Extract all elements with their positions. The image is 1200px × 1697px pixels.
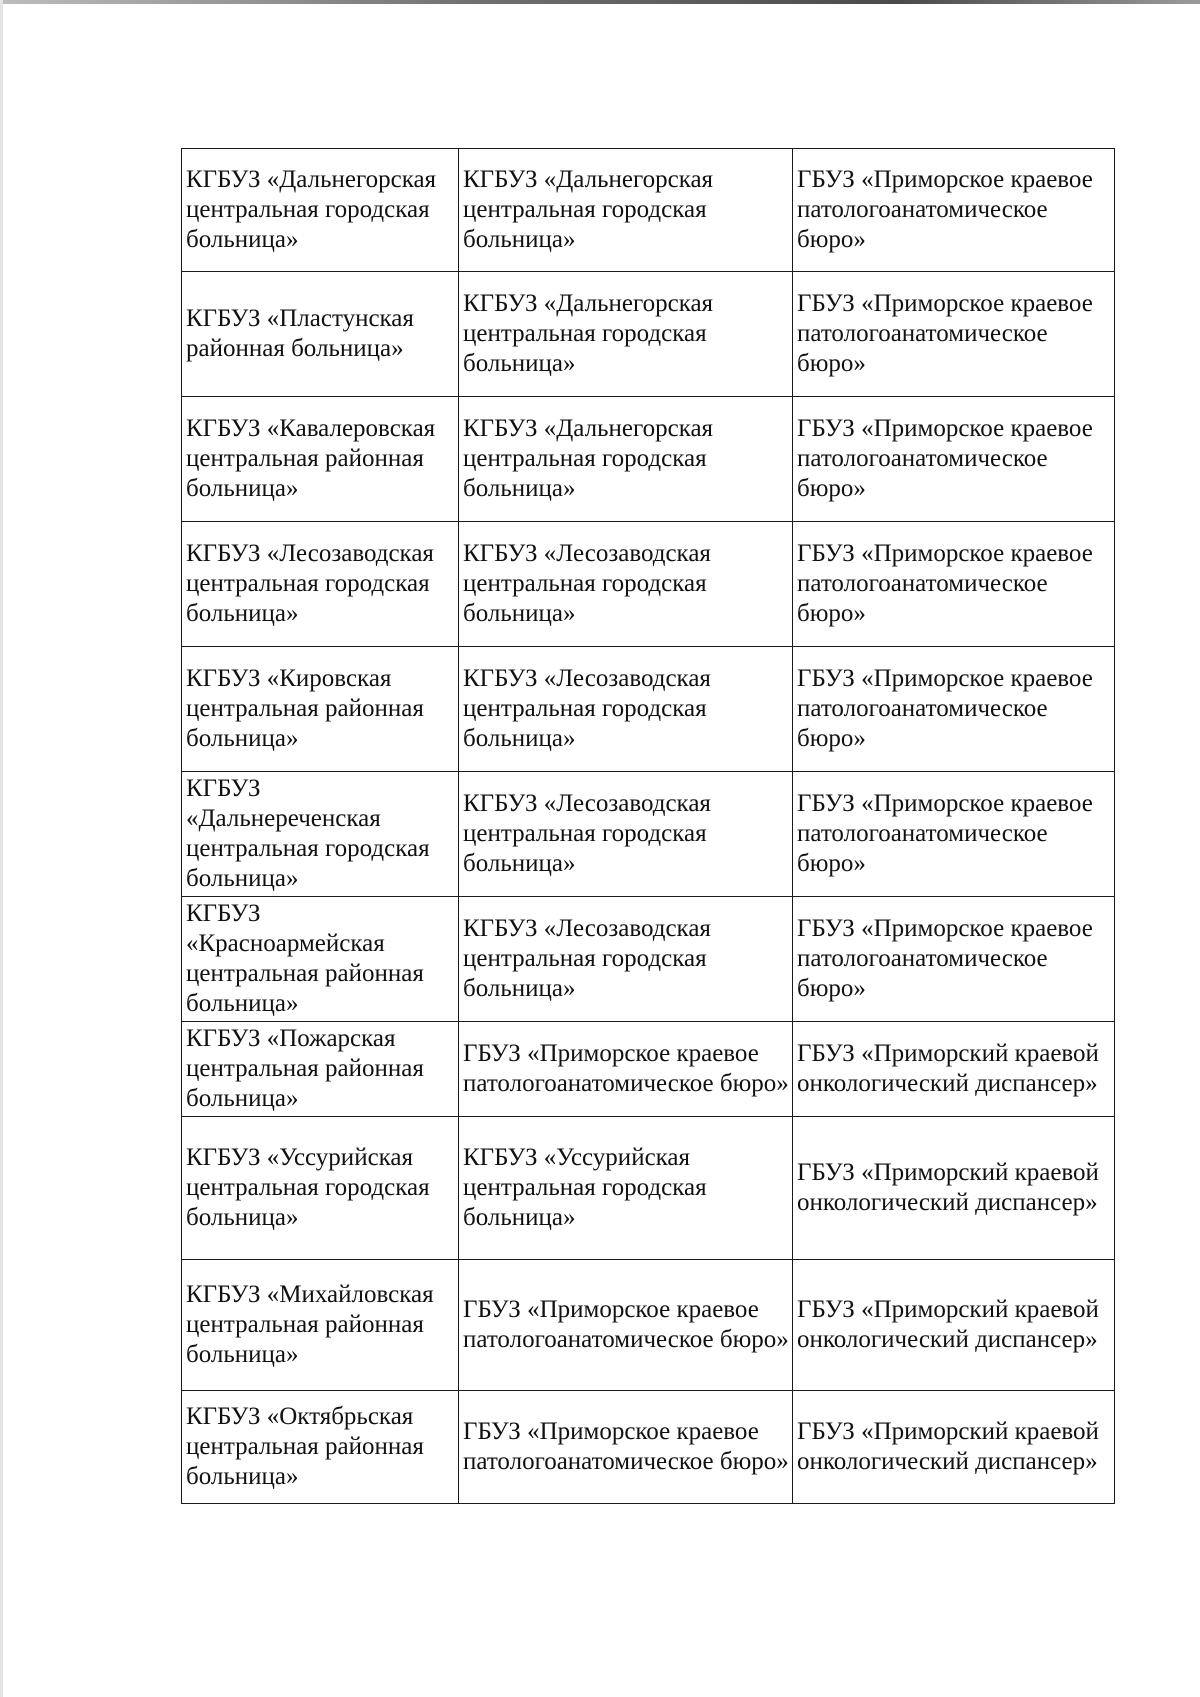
table-cell-first-level: ГБУЗ «Приморское краевое патологоанатомическое бюро» bbox=[459, 1391, 793, 1504]
table-cell-second-level: ГБУЗ «Приморский краевой онкологический диспансер» bbox=[793, 1117, 1115, 1260]
table-cell-second-level: ГБУЗ «Приморское краевое патологоанатомическое бюро» bbox=[793, 772, 1115, 897]
table-cell-first-level: КГБУЗ «Лесозаводская центральная городская больница» bbox=[459, 647, 793, 772]
table-row bbox=[182, 897, 1115, 1022]
table-cell-second-level: ГБУЗ «Приморское краевое патологоанатомическое бюро» bbox=[793, 522, 1115, 647]
table-row bbox=[182, 272, 1115, 397]
table-cell-second-level: ГБУЗ «Приморское краевое патологоанатомическое бюро» bbox=[793, 272, 1115, 397]
table-cell-second-level: ГБУЗ «Приморский краевой онкологический диспансер» bbox=[793, 1260, 1115, 1391]
table-cell-first-level: КГБУЗ «Дальнегорская центральная городская больница» bbox=[459, 272, 793, 397]
table-cell-second-level: ГБУЗ «Приморское краевое патологоанатомическое бюро» bbox=[793, 149, 1115, 272]
table-cell-second-level: ГБУЗ «Приморский краевой онкологический диспансер» bbox=[793, 1022, 1115, 1117]
table-cell-first-level: КГБУЗ «Дальнегорская центральная городская больница» bbox=[459, 149, 793, 272]
table-cell-first-level: КГБУЗ «Уссурийская центральная городская больница» bbox=[459, 1117, 793, 1260]
table-row bbox=[182, 647, 1115, 772]
table-cell-institution: КГБУЗ «Кавалеровская центральная районная больница» bbox=[182, 397, 459, 522]
table-row bbox=[182, 772, 1115, 897]
table-row bbox=[182, 1022, 1115, 1117]
table-cell-first-level: КГБУЗ «Лесозаводская центральная городская больница» bbox=[459, 522, 793, 647]
table-cell-institution: КГБУЗ «Дальнереченская центральная городская больница» bbox=[182, 772, 459, 897]
table-cell-institution: КГБУЗ «Дальнегорская центральная городская больница» bbox=[182, 149, 459, 272]
table-cell-institution: КГБУЗ «Пластунская районная больница» bbox=[182, 272, 459, 397]
table-row bbox=[182, 1260, 1115, 1391]
table-cell-institution: КГБУЗ «Кировская центральная районная больница» bbox=[182, 647, 459, 772]
table-cell-second-level: ГБУЗ «Приморское краевое патологоанатомическое бюро» bbox=[793, 397, 1115, 522]
table-cell-first-level: ГБУЗ «Приморское краевое патологоанатомическое бюро» bbox=[459, 1022, 793, 1117]
table-cell-second-level: ГБУЗ «Приморский краевой онкологический диспансер» bbox=[793, 1391, 1115, 1504]
table-row bbox=[182, 397, 1115, 522]
table-cell-institution: КГБУЗ «Уссурийская центральная городская больница» bbox=[182, 1117, 459, 1260]
table-row bbox=[182, 1117, 1115, 1260]
table-cell-second-level: ГБУЗ «Приморское краевое патологоанатомическое бюро» bbox=[793, 647, 1115, 772]
table-cell-first-level: КГБУЗ «Дальнегорская центральная городская больница» bbox=[459, 397, 793, 522]
table-cell-institution: КГБУЗ «Пожарская центральная районная больница» bbox=[182, 1022, 459, 1117]
table-cell-first-level: КГБУЗ «Лесозаводская центральная городская больница» bbox=[459, 897, 793, 1022]
table-cell-institution: КГБУЗ «Лесозаводская центральная городская больница» bbox=[182, 522, 459, 647]
table-row bbox=[182, 522, 1115, 647]
table-cell-first-level: КГБУЗ «Лесозаводская центральная городская больница» bbox=[459, 772, 793, 897]
table-cell-second-level: ГБУЗ «Приморское краевое патологоанатомическое бюро» bbox=[793, 897, 1115, 1022]
table-row bbox=[182, 149, 1115, 272]
table-row bbox=[182, 1391, 1115, 1504]
table-cell-first-level: ГБУЗ «Приморское краевое патологоанатомическое бюро» bbox=[459, 1260, 793, 1391]
table-cell-institution: КГБУЗ «Красноармейская центральная районная больница» bbox=[182, 897, 459, 1022]
institutions-table bbox=[181, 148, 1115, 1504]
table-cell-institution: КГБУЗ «Михайловская центральная районная больница» bbox=[182, 1260, 459, 1391]
table-cell-institution: КГБУЗ «Октябрьская центральная районная больница» bbox=[182, 1391, 459, 1504]
scan-edge-top bbox=[0, 0, 1200, 4]
scan-edge-left bbox=[0, 0, 3, 1697]
